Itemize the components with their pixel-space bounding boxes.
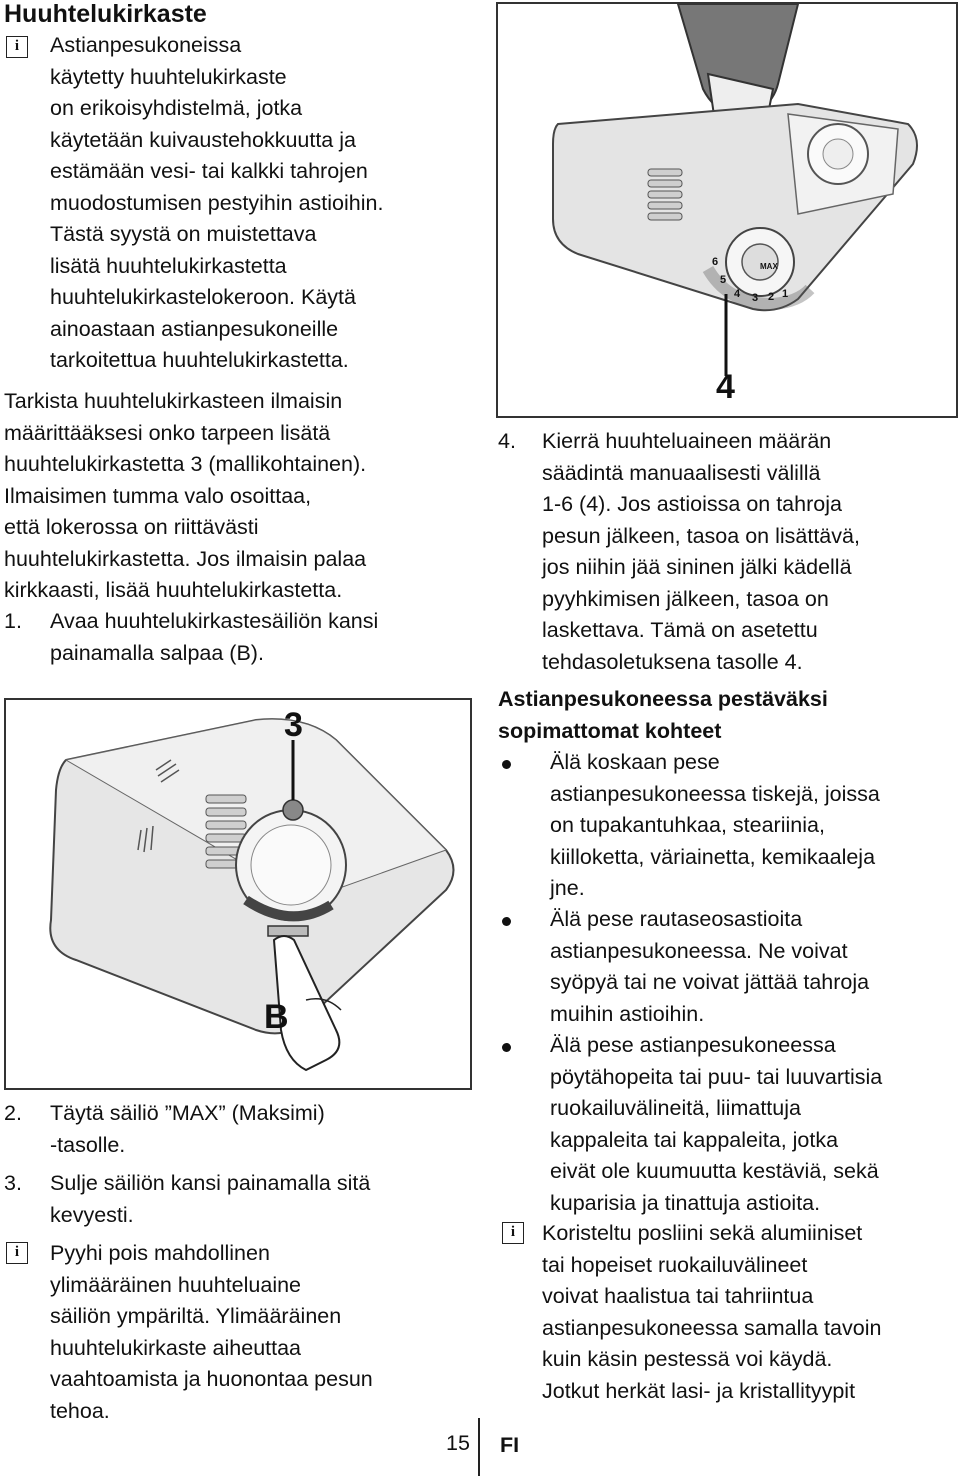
text-line: astianpesukoneessa. Ne voivat [550, 938, 848, 963]
text-line: että lokerossa on riittävästi [4, 515, 259, 539]
text-line: muihin astioihin. [550, 1001, 705, 1026]
text-line: astianpesukoneessa tiskejä, joissa [550, 781, 880, 806]
text-line: jne. [550, 876, 585, 900]
text-line: Pyyhi pois mahdollinen [50, 1241, 270, 1265]
text-line: huuhtelukirkastetta 3 (mallikohtainen). [4, 452, 367, 476]
dial-mark: 6 [712, 256, 719, 268]
dial-mark: 2 [768, 291, 775, 303]
text-line: Ilmaisimen tumma valo osoittaa, [4, 483, 312, 508]
text-line: jos niihin jää sininen jälki kädellä [542, 555, 852, 579]
figure-dispenser-open [4, 698, 472, 1090]
step-4-number: 4. [498, 429, 516, 453]
bullet-dot [502, 1043, 511, 1052]
text-line: Avaa huuhtelukirkastesäiliön kansi [50, 609, 379, 633]
text-line: määrittääksesi onko tarpeen lisätä [4, 420, 331, 445]
column-divider [478, 1418, 480, 1476]
text-line: huuhtelukirkastetta. Jos ilmaisin palaa [4, 546, 367, 571]
info-icon: i [6, 36, 28, 58]
text-line: kirkkaasti, lisää huuhtelukirkastetta. [4, 578, 343, 602]
info-icon: i [502, 1222, 524, 1244]
text-line: Astianpesukoneessa pestäväksi [498, 687, 828, 711]
text-line: kuparisia ja tinattuja astioita. [550, 1190, 821, 1215]
text-line: kappaleita tai kappaleita, jotka [550, 1127, 839, 1152]
figure-label-4: 4 [716, 368, 735, 406]
bullet-dot [502, 917, 511, 926]
step-2-number: 2. [4, 1101, 22, 1125]
text-line: laskettava. Tämä on asetettu [542, 618, 818, 642]
dial-mark: MAX [760, 262, 778, 271]
text-line: ainoastaan astianpesukoneille [50, 316, 339, 341]
text-line: säädintä manuaalisesti välillä [542, 460, 821, 485]
text-line: on erikoisyhdistelmä, jotka [50, 96, 303, 120]
text-line: -tasolle. [50, 1132, 126, 1157]
dial-mark: 3 [752, 292, 759, 304]
text-line: Astianpesukoneissa [50, 33, 242, 57]
bullet-dot [502, 760, 511, 769]
text-line: tai hopeiset ruokailuvälineet [542, 1252, 808, 1277]
text-line: Tästä syystä on muistettava [50, 222, 317, 246]
text-line: eivät ole kuumuutta kestäviä, sekä [550, 1159, 879, 1183]
text-line: ylimääräinen huuhteluaine [50, 1272, 302, 1297]
text-line: Koristeltu posliini sekä alumiiniset [542, 1221, 863, 1245]
text-line: käytetään kuivaustehokkuutta ja [50, 127, 356, 152]
text-line: muodostumisen pestyihin astioihin. [50, 190, 384, 215]
text-line: ruokailuvälineitä, liimattuja [550, 1096, 801, 1120]
text-line: tehoa. [50, 1398, 110, 1423]
text-line: lisätä huuhtelukirkastetta [50, 253, 287, 278]
figure-fill-dispenser [496, 2, 958, 418]
text-line: painamalla salpaa (B). [50, 640, 264, 665]
text-line: Älä pese astianpesukoneessa [550, 1033, 836, 1057]
text-line: on tupakantuhkaa, steariinia, [550, 813, 825, 837]
text-line: syöpyä tai ne voivat jättää tahroja [550, 970, 870, 994]
dial-mark: 5 [720, 274, 727, 286]
dispenser-illustration [6, 700, 470, 1088]
text-line: 1-6 (4). Jos astioissa on tahroja [542, 492, 842, 516]
text-line: Tarkista huuhtelukirkasteen ilmaisin [4, 389, 343, 413]
text-line: Älä koskaan pese [550, 750, 720, 774]
text-line: Älä pese rautaseosastioita [550, 907, 803, 931]
text-line: estämään vesi- tai kalkki tahrojen [50, 159, 368, 183]
text-line: Täytä säiliö ”MAX” (Maksimi) [50, 1101, 325, 1125]
dial-mark: 4 [734, 288, 741, 300]
text-line: pesun jälkeen, tasoa on lisättävä, [542, 523, 860, 548]
text-line: sopimattomat kohteet [498, 718, 722, 743]
text-line: pyyhkimisen jälkeen, tasoa on [542, 586, 829, 611]
text-line: voivat haalistua tai tahriintua [542, 1284, 814, 1308]
dial-mark: 1 [782, 288, 789, 300]
figure-label-b: B [264, 998, 289, 1036]
step-1-number: 1. [4, 609, 22, 633]
filling-illustration [498, 4, 956, 416]
text-line: pöytähopeita tai puu- tai luuvartisia [550, 1064, 883, 1089]
text-line: kevyesti. [50, 1202, 134, 1227]
text-line: kiilloketta, väriainetta, kemikaaleja [550, 844, 876, 869]
text-line: Sulje säiliön kansi painamalla sitä [50, 1171, 371, 1195]
text-line: vaahtoamista ja huonontaa pesun [50, 1367, 373, 1391]
info-icon: i [6, 1242, 28, 1264]
text-line: huuhtelukirkaste aiheuttaa [50, 1335, 302, 1360]
text-line: tehdasoletuksena tasolle 4. [542, 649, 803, 674]
page-title: Huuhtelukirkaste [4, 0, 207, 28]
figure-label-3: 3 [284, 706, 303, 744]
text-line: säiliön ympäriltä. Ylimääräinen [50, 1304, 342, 1328]
text-line: tarkoitettua huuhtelukirkastetta. [50, 348, 349, 372]
text-line: Jotkut herkät lasi- ja kristallityypit [542, 1378, 856, 1403]
text-line: Kierrä huuhteluaineen määrän [542, 429, 832, 453]
text-line: astianpesukoneessa samalla tavoin [542, 1315, 882, 1340]
text-line: kuin käsin pestessä voi käydä. [542, 1347, 833, 1371]
language-code: FI [500, 1433, 520, 1457]
page-number: 15 [446, 1431, 470, 1455]
text-line: käytetty huuhtelukirkaste [50, 64, 287, 89]
text-line: huuhtelukirkastelokeroon. Käytä [50, 285, 356, 309]
step-3-number: 3. [4, 1171, 22, 1195]
